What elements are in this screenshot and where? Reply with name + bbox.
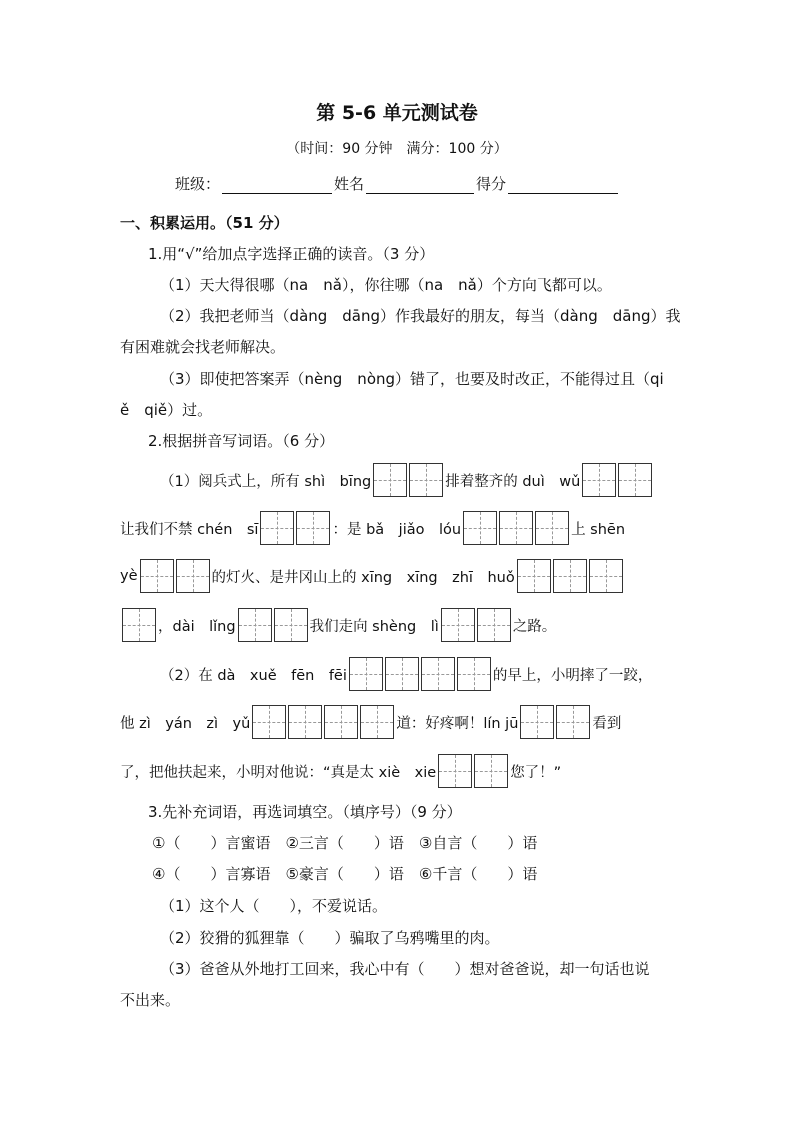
grid-cell[interactable] xyxy=(373,463,407,497)
section-heading: 一、积累运用。（51 分） xyxy=(120,214,289,232)
question-2-row-7 xyxy=(120,752,561,790)
writing-grid[interactable] xyxy=(259,511,331,545)
question-1-prompt: 1.用“√”给加点字选择正确的读音。（3 分） xyxy=(148,245,435,263)
question-2-row-2 xyxy=(120,509,625,547)
question-2-text: （1）阅兵式上，所有 shì bīng xyxy=(160,473,372,490)
question-1-item-3: （3）即使把答案弄（nèng nòng）错了，也要及时改正，不能得过且（qi xyxy=(160,370,664,388)
writing-grid[interactable] xyxy=(121,608,157,642)
class-blank[interactable] xyxy=(222,177,332,194)
name-label: 姓名 xyxy=(334,175,365,193)
question-2-text: （2）在 dà xuě fēn fēi xyxy=(160,667,347,684)
question-2-row-1 xyxy=(160,461,654,499)
grid-cell[interactable] xyxy=(477,608,511,642)
grid-cell[interactable] xyxy=(499,511,533,545)
grid-cell[interactable] xyxy=(589,559,623,593)
grid-cell[interactable] xyxy=(238,608,272,642)
writing-grid[interactable] xyxy=(139,559,211,593)
question-2-text: 他 zì yán zì yǔ xyxy=(120,715,251,732)
class-label: 班级： xyxy=(175,175,221,193)
grid-cell[interactable] xyxy=(556,705,590,739)
question-2-text: 我们走向 shèng lì xyxy=(309,618,439,635)
grid-cell[interactable] xyxy=(438,754,472,788)
question-2-text: ：是 bǎ jiǎo lóu xyxy=(332,521,462,538)
question-2-text: ，dài lǐng xyxy=(158,618,236,635)
question-3-prompt: 3.先补充词语，再选词填空。（填序号）（9 分） xyxy=(148,803,462,821)
grid-cell[interactable] xyxy=(360,705,394,739)
grid-cell[interactable] xyxy=(349,657,383,691)
writing-grid[interactable] xyxy=(348,657,492,691)
grid-cell[interactable] xyxy=(553,559,587,593)
grid-cell[interactable] xyxy=(140,559,174,593)
student-info-row xyxy=(175,173,620,194)
question-2-text: 排着整齐的 duì wǔ xyxy=(445,473,581,490)
question-2-text: 您了！” xyxy=(510,764,562,781)
question-3-sentence-1: （1）这个人（ ），不爱说话。 xyxy=(160,897,388,915)
question-2-row-5 xyxy=(160,655,652,693)
question-3-sentence-2: （2）狡猾的狐狸靠（ ）骗取了乌鸦嘴里的肉。 xyxy=(160,929,500,947)
question-2-text: 上 shēn xyxy=(571,521,626,538)
grid-cell[interactable] xyxy=(296,511,330,545)
score-label: 得分 xyxy=(476,175,507,193)
grid-cell[interactable] xyxy=(520,705,554,739)
question-2-text: yè xyxy=(120,568,138,584)
grid-cell[interactable] xyxy=(288,705,322,739)
grid-cell[interactable] xyxy=(421,657,455,691)
grid-cell[interactable] xyxy=(260,511,294,545)
writing-grid[interactable] xyxy=(237,608,309,642)
grid-cell[interactable] xyxy=(535,511,569,545)
question-2-text: 的早上，小明摔了一跤， xyxy=(492,667,653,684)
writing-grid[interactable] xyxy=(462,511,570,545)
writing-grid[interactable] xyxy=(519,705,591,739)
grid-cell[interactable] xyxy=(176,559,210,593)
writing-grid[interactable] xyxy=(437,754,509,788)
score-blank[interactable] xyxy=(508,177,618,194)
question-2-text: 的灯火、是井冈山上的 xīng xīng zhī huǒ xyxy=(211,569,515,586)
grid-cell[interactable] xyxy=(517,559,551,593)
writing-grid[interactable] xyxy=(372,463,444,497)
grid-cell[interactable] xyxy=(441,608,475,642)
exam-time-and-score: （时间：90 分钟 满分：100 分） xyxy=(286,141,508,157)
question-3-sentence-3-cont: 不出来。 xyxy=(120,991,181,1009)
question-2-row-4 xyxy=(120,606,556,644)
question-1-item-3-cont: ě qiě）过。 xyxy=(120,401,213,419)
grid-cell[interactable] xyxy=(582,463,616,497)
grid-cell[interactable] xyxy=(474,754,508,788)
writing-grid[interactable] xyxy=(581,463,653,497)
page-title: 第 5-6 单元测试卷 xyxy=(316,102,478,124)
question-3-sentence-3: （3）爸爸从外地打工回来，我心中有（ ）想对爸爸说，却一句话也说 xyxy=(160,960,650,978)
grid-cell[interactable] xyxy=(409,463,443,497)
grid-cell[interactable] xyxy=(252,705,286,739)
question-2-row-3 xyxy=(120,557,625,595)
question-2-text: 了，把他扶起来，小明对他说：“真是太 xiè xie xyxy=(120,764,437,781)
question-2-text: 道：好疼啊！lín jū xyxy=(396,715,519,732)
grid-cell[interactable] xyxy=(457,657,491,691)
grid-cell[interactable] xyxy=(274,608,308,642)
question-1-item-2-cont: 有困难就会找老师解决。 xyxy=(120,338,286,356)
question-1-item-1: （1）天大得很哪（na nǎ），你往哪（na nǎ）个方向飞都可以。 xyxy=(160,276,612,294)
question-3-options-2: ④（ ）言寡语 ⑤豪言（ ）语 ⑥千言（ ）语 xyxy=(152,865,538,883)
name-blank[interactable] xyxy=(366,177,474,194)
question-2-prompt: 2.根据拼音写词语。（6 分） xyxy=(148,432,335,450)
grid-cell[interactable] xyxy=(618,463,652,497)
grid-cell[interactable] xyxy=(463,511,497,545)
writing-grid[interactable] xyxy=(251,705,395,739)
question-2-text: 看到 xyxy=(592,715,622,732)
writing-grid[interactable] xyxy=(440,608,512,642)
question-1-item-2: （2）我把老师当（dàng dāng）作我最好的朋友，每当（dàng dāng）我 xyxy=(160,307,681,325)
writing-grid[interactable] xyxy=(516,559,624,593)
question-3-options-1: ①（ ）言蜜语 ②三言（ ）语 ③自言（ ）语 xyxy=(152,834,538,852)
question-2-text: 让我们不禁 chén sī xyxy=(120,521,259,538)
grid-cell[interactable] xyxy=(385,657,419,691)
question-2-row-6 xyxy=(120,703,621,741)
question-2-text: 之路。 xyxy=(512,618,557,635)
grid-cell[interactable] xyxy=(324,705,358,739)
grid-cell[interactable] xyxy=(122,608,156,642)
